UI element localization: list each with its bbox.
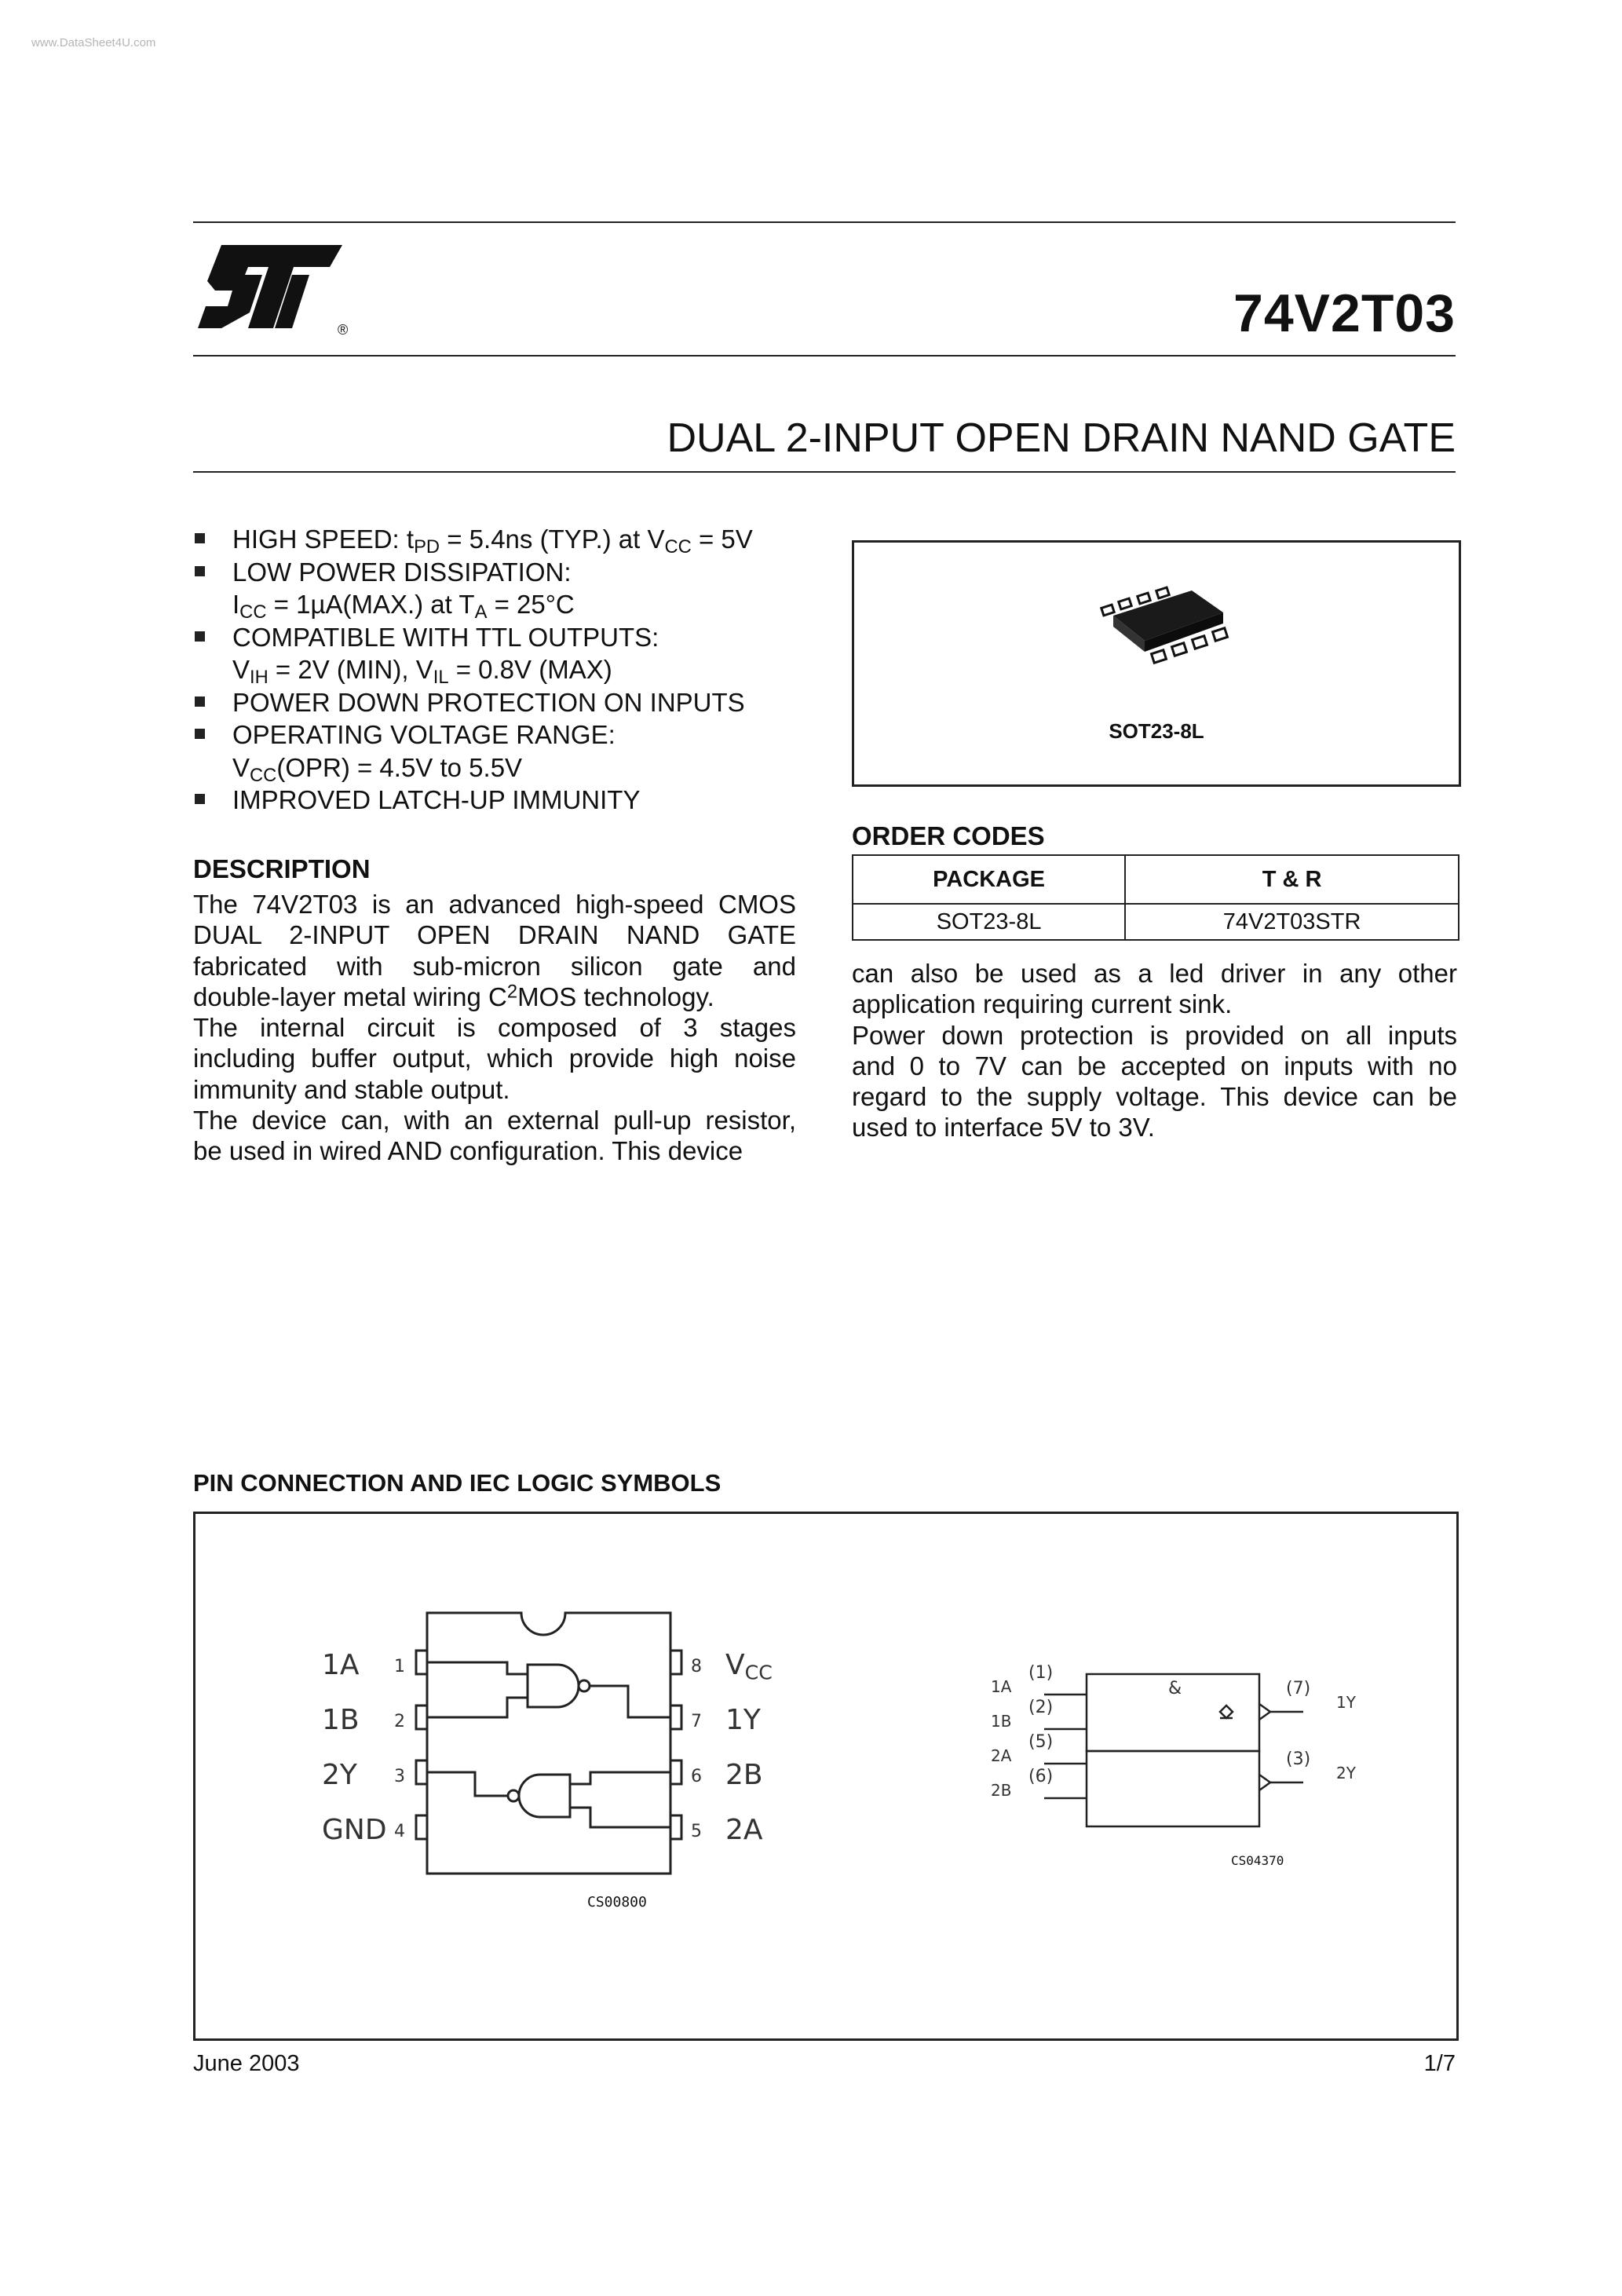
pin-number-left: 4 bbox=[394, 1822, 405, 1841]
pin-label-right bbox=[725, 1649, 773, 1684]
iec-input-number: (2) bbox=[1028, 1698, 1054, 1717]
feature-text: POWER DOWN PROTECTION ON INPUTS bbox=[232, 687, 745, 717]
feature-text: (OPR) = 4.5V to 5.5V bbox=[276, 752, 523, 782]
open-drain-icon bbox=[1220, 1706, 1233, 1718]
iec-output-label: 2Y bbox=[1336, 1764, 1356, 1782]
feature-text: = 5V bbox=[691, 525, 753, 554]
pin-name: 2B bbox=[725, 1759, 763, 1791]
watermark: www.DataSheet4U.com bbox=[31, 36, 156, 49]
feature-item bbox=[193, 686, 821, 719]
bullet-icon bbox=[195, 696, 205, 707]
pin-label-right bbox=[725, 1759, 763, 1791]
feature-subscript: A bbox=[474, 601, 488, 623]
pin-name: V bbox=[725, 1649, 745, 1681]
pin-name: 2A bbox=[725, 1814, 763, 1846]
order-codes-heading: ORDER CODES bbox=[852, 821, 1045, 850]
feature-item bbox=[193, 718, 821, 751]
iec-input-number: (1) bbox=[1028, 1663, 1054, 1683]
iec-input-label: 2A bbox=[991, 1746, 1012, 1765]
feature-item bbox=[193, 751, 821, 784]
description-text: DUAL 2-INPUT OPEN DRAIN NAND GATE bbox=[193, 920, 796, 950]
description-line bbox=[852, 1020, 1457, 1051]
feature-subscript: PD bbox=[414, 536, 440, 558]
diagram-code-left: CS00800 bbox=[587, 1894, 647, 1910]
description-text: can also be used as a led driver in any other bbox=[852, 959, 1457, 988]
pin-connection-heading: PIN CONNECTION AND IEC LOGIC SYMBOLS bbox=[193, 1469, 721, 1497]
top-rule bbox=[193, 221, 1456, 223]
feature-subscript: CC bbox=[239, 601, 267, 623]
part-number: 74V2T03 bbox=[1233, 283, 1456, 343]
bullet-icon bbox=[195, 533, 205, 543]
order-cell-tr: 74V2T03STR bbox=[1125, 904, 1459, 940]
bullet-icon bbox=[195, 729, 205, 739]
iec-input-number: (5) bbox=[1028, 1732, 1054, 1752]
feature-item bbox=[193, 653, 821, 686]
order-col-tr: T & R bbox=[1125, 855, 1459, 904]
pin-name: 1Y bbox=[725, 1704, 761, 1736]
feature-item bbox=[193, 588, 821, 621]
description-line bbox=[193, 919, 796, 950]
package-label: SOT23-8L bbox=[1109, 719, 1204, 743]
feature-text: V bbox=[232, 752, 250, 782]
pin-number-right: 7 bbox=[691, 1712, 702, 1731]
pin-number-left: 3 bbox=[394, 1767, 405, 1786]
order-codes-table bbox=[852, 854, 1459, 941]
description-section bbox=[193, 854, 796, 1167]
description-line bbox=[193, 1105, 796, 1135]
pin-label-left: 1A bbox=[322, 1649, 360, 1681]
sot23-package-icon bbox=[1098, 584, 1239, 678]
st-logo-icon bbox=[193, 240, 350, 338]
pin-number-right: 8 bbox=[691, 1657, 702, 1676]
description-text: be used in wired AND configuration. This device bbox=[193, 1136, 743, 1166]
description-text: The 74V2T03 is an advanced high-speed CMOS bbox=[193, 890, 796, 919]
iec-input-label: 1B bbox=[991, 1712, 1012, 1731]
bullet-icon bbox=[195, 631, 205, 642]
pin-number-right: 5 bbox=[691, 1822, 702, 1841]
feature-text: IMPROVED LATCH-UP IMMUNITY bbox=[232, 785, 641, 814]
nand-gate-1 bbox=[528, 1665, 579, 1707]
description-line bbox=[852, 1112, 1457, 1143]
pin-label-right bbox=[725, 1814, 763, 1846]
nand-gate-2 bbox=[519, 1775, 570, 1817]
feature-subscript: IH bbox=[250, 666, 269, 688]
pin-label-right bbox=[725, 1704, 761, 1736]
feature-text: HIGH SPEED: t bbox=[232, 525, 415, 554]
description-line bbox=[193, 1012, 796, 1043]
iec-output-number: (7) bbox=[1286, 1679, 1311, 1698]
iec-logic-symbol bbox=[1021, 1657, 1303, 1845]
ic-body-outline bbox=[427, 1613, 670, 1874]
header-rule bbox=[193, 355, 1456, 356]
footer-date: June 2003 bbox=[193, 2051, 300, 2076]
description-text: used to interface 5V to 3V. bbox=[852, 1113, 1155, 1143]
description-line bbox=[852, 1081, 1457, 1112]
pin-number-left: 1 bbox=[394, 1657, 405, 1676]
iec-and-symbol: & bbox=[1168, 1679, 1182, 1698]
feature-text: COMPATIBLE WITH TTL OUTPUTS: bbox=[232, 622, 659, 652]
pin-label-left: 1B bbox=[322, 1704, 360, 1736]
bullet-icon bbox=[195, 794, 205, 804]
feature-item bbox=[193, 784, 821, 817]
iec-output-label: 1Y bbox=[1336, 1693, 1356, 1712]
description-line bbox=[193, 982, 796, 1012]
iec-block-2 bbox=[1087, 1751, 1259, 1826]
iec-output-number: (3) bbox=[1286, 1749, 1311, 1769]
description-text: The device can, with an external pull-up resistor, bbox=[193, 1106, 796, 1135]
description-continued bbox=[852, 958, 1457, 1143]
feature-item bbox=[193, 621, 821, 654]
pin-subscript: CC bbox=[744, 1661, 773, 1684]
order-col-package: PACKAGE bbox=[853, 855, 1125, 904]
pin-number-left: 2 bbox=[394, 1712, 405, 1731]
description-line bbox=[852, 989, 1457, 1019]
description-line bbox=[193, 1074, 796, 1105]
description-text: MOS technology. bbox=[517, 982, 714, 1011]
feature-item bbox=[193, 523, 821, 556]
iec-input-label: 2B bbox=[991, 1781, 1012, 1800]
description-text: regard to the supply voltage. This device can be bbox=[852, 1082, 1457, 1112]
feature-text: = 2V (MIN), V bbox=[268, 655, 433, 684]
description-line bbox=[193, 951, 796, 982]
description-line bbox=[193, 889, 796, 919]
pin-label-left: GND bbox=[322, 1814, 387, 1846]
features-list bbox=[193, 523, 821, 817]
pin-number-right: 6 bbox=[691, 1767, 702, 1786]
description-text: Power down protection is provided on all inputs bbox=[852, 1020, 1457, 1050]
iec-input-label: 1A bbox=[991, 1677, 1012, 1696]
feature-item bbox=[193, 556, 821, 589]
feature-text: = 1µA(MAX.) at T bbox=[266, 590, 475, 619]
description-line bbox=[852, 1051, 1457, 1081]
description-text: application requiring current sink. bbox=[852, 989, 1233, 1019]
feature-subscript: CC bbox=[664, 536, 692, 558]
feature-subscript: IL bbox=[433, 666, 449, 688]
order-cell-package: SOT23-8L bbox=[853, 904, 1125, 940]
description-text: including buffer output, which provide high noise bbox=[193, 1044, 796, 1073]
description-text: The internal circuit is composed of 3 stages bbox=[193, 1013, 796, 1043]
feature-text: V bbox=[232, 655, 250, 684]
description-line bbox=[193, 1043, 796, 1073]
feature-text: = 0.8V (MAX) bbox=[448, 655, 612, 684]
description-text: and 0 to 7V can be accepted on inputs with no bbox=[852, 1051, 1457, 1080]
description-body bbox=[193, 889, 796, 1167]
footer-page: 1/7 bbox=[1423, 2051, 1456, 2076]
description-text: immunity and stable output. bbox=[193, 1074, 510, 1104]
pin-label-left: 2Y bbox=[322, 1759, 357, 1791]
description-text: double-layer metal wiring C bbox=[193, 982, 507, 1011]
description-line bbox=[193, 1135, 796, 1166]
description-line bbox=[852, 958, 1457, 989]
feature-text: = 5.4ns (TYP.) at V bbox=[440, 525, 665, 554]
registered-mark: ® bbox=[338, 322, 349, 338]
feature-text: OPERATING VOLTAGE RANGE: bbox=[232, 720, 616, 749]
feature-text: = 25°C bbox=[487, 590, 575, 619]
title-rule bbox=[193, 471, 1456, 473]
feature-text: LOW POWER DISSIPATION: bbox=[232, 557, 572, 587]
document-title: DUAL 2-INPUT OPEN DRAIN NAND GATE bbox=[667, 415, 1456, 461]
bullet-icon bbox=[195, 566, 205, 576]
iec-input-number: (6) bbox=[1028, 1767, 1054, 1786]
description-heading: DESCRIPTION bbox=[193, 854, 371, 883]
feature-subscript: CC bbox=[250, 764, 277, 786]
description-text: fabricated with sub-micron silicon gate and bbox=[193, 951, 796, 981]
table-row bbox=[853, 904, 1459, 940]
superscript: 2 bbox=[506, 981, 518, 1003]
feature-text: I bbox=[232, 590, 240, 619]
diagram-code-right: CS04370 bbox=[1231, 1853, 1284, 1868]
